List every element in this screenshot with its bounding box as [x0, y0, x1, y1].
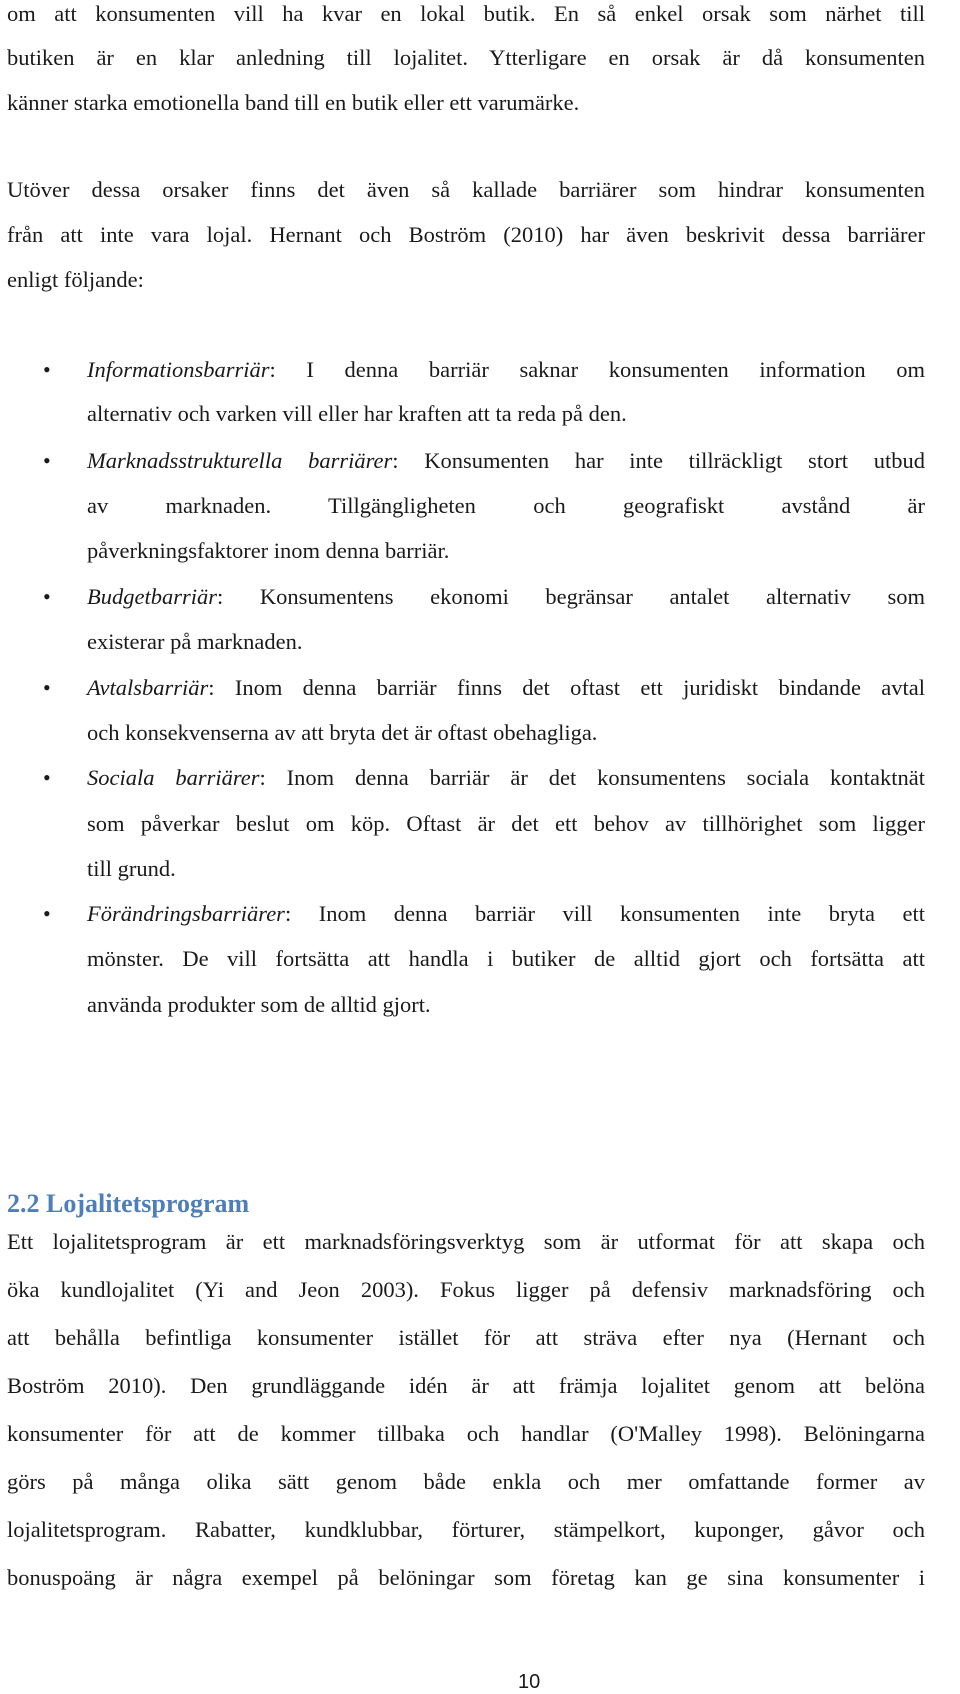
bullet-item-line: av marknaden. Tillgängligheten och geografiskt avstånd är	[87, 493, 925, 518]
bullet-term: Marknadsstrukturella barriärer	[87, 448, 393, 473]
paragraph-line: från att inte vara lojal. Hernant och Boström (2010) har även beskrivit dessa barriärer	[7, 222, 925, 247]
bullet-text: : Inom denna barriär finns det oftast ett juridiskt bindande avtal	[208, 675, 925, 700]
bullet-term: Budgetbarriär	[87, 584, 218, 609]
bullet-item-line: till grund.	[87, 856, 176, 881]
bullet-item-line	[87, 356, 925, 384]
bullet-icon: •	[43, 584, 51, 609]
paragraph-line: öka kundlojalitet (Yi and Jeon 2003). Fokus ligger på defensiv marknadsföring och	[7, 1277, 925, 1302]
paragraph-line: konsumenter för att de kommer tillbaka och handlar (O'Malley 1998). Belöningarna	[7, 1421, 925, 1446]
bullet-text: : Inom denna barriär är det konsumentens sociala kontaktnät	[259, 765, 925, 790]
bullet-item-line	[87, 583, 925, 611]
bullet-item-line: använda produkter som de alltid gjort.	[87, 992, 431, 1017]
paragraph-line: enligt följande:	[7, 267, 144, 292]
bullet-item-line: mönster. De vill fortsätta att handla i butiker de alltid gjort och fortsätta att	[87, 946, 925, 971]
bullet-item-line: som påverkar beslut om köp. Oftast är det ett behov av tillhörighet som ligger	[87, 811, 925, 836]
paragraph-line: om att konsumenten vill ha kvar en lokal butik. En så enkel orsak som närhet till	[7, 1, 925, 26]
bullet-item-line	[87, 764, 925, 792]
bullet-term: Informationsbarriär	[87, 357, 270, 382]
bullet-icon: •	[43, 901, 51, 926]
bullet-item-line	[87, 447, 925, 475]
bullet-item-line: och konsekvenserna av att bryta det är oftast obehagliga.	[87, 720, 598, 745]
section-heading: 2.2 Lojalitetsprogram	[7, 1189, 250, 1218]
bullet-icon: •	[43, 675, 51, 700]
bullet-text: : Inom denna barriär vill konsumenten inte bryta ett	[284, 901, 925, 926]
bullet-text: : I denna barriär saknar konsumenten information om	[269, 357, 925, 382]
bullet-item-line: alternativ och varken vill eller har kraften att ta reda på den.	[87, 401, 627, 426]
bullet-item-line	[87, 674, 925, 702]
bullet-icon: •	[43, 765, 51, 790]
paragraph-line: Boström 2010). Den grundläggande idén är att främja lojalitet genom att belöna	[7, 1373, 925, 1398]
paragraph-line: att behålla befintliga konsumenter istället för att sträva efter nya (Hernant och	[7, 1325, 925, 1350]
paragraph-line: lojalitetsprogram. Rabatter, kundklubbar, förturer, stämpelkort, kuponger, gåvor och	[7, 1517, 925, 1542]
bullet-icon: •	[43, 357, 51, 382]
bullet-icon: •	[43, 448, 51, 473]
bullet-item-line: existerar på marknaden.	[87, 629, 303, 654]
bullet-term: Sociala barriärer	[87, 765, 260, 790]
paragraph-line: butiken är en klar anledning till lojalitet. Ytterligare en orsak är då konsumenten	[7, 45, 925, 70]
bullet-text: : Konsumentens ekonomi begränsar antalet alternativ som	[217, 584, 925, 609]
paragraph-line: görs på många olika sätt genom både enkla och mer omfattande former av	[7, 1469, 925, 1494]
paragraph-line: Ett lojalitetsprogram är ett marknadsföringsverktyg som är utformat för att skapa och	[7, 1229, 925, 1254]
bullet-term: Förändringsbarriärer	[87, 901, 285, 926]
bullet-item-line	[87, 900, 925, 928]
page-number: 10	[518, 1671, 541, 1693]
bullet-term: Avtalsbarriär	[87, 675, 209, 700]
paragraph-line: känner starka emotionella band till en butik eller ett varumärke.	[7, 90, 580, 115]
paragraph-line: bonuspoäng är några exempel på belöningar som företag kan ge sina konsumenter i	[7, 1565, 925, 1590]
bullet-text: : Konsumenten har inte tillräckligt stort utbud	[392, 448, 925, 473]
bullet-item-line: påverkningsfaktorer inom denna barriär.	[87, 538, 450, 563]
paragraph-line: Utöver dessa orsaker finns det även så kallade barriärer som hindrar konsumenten	[7, 177, 925, 202]
